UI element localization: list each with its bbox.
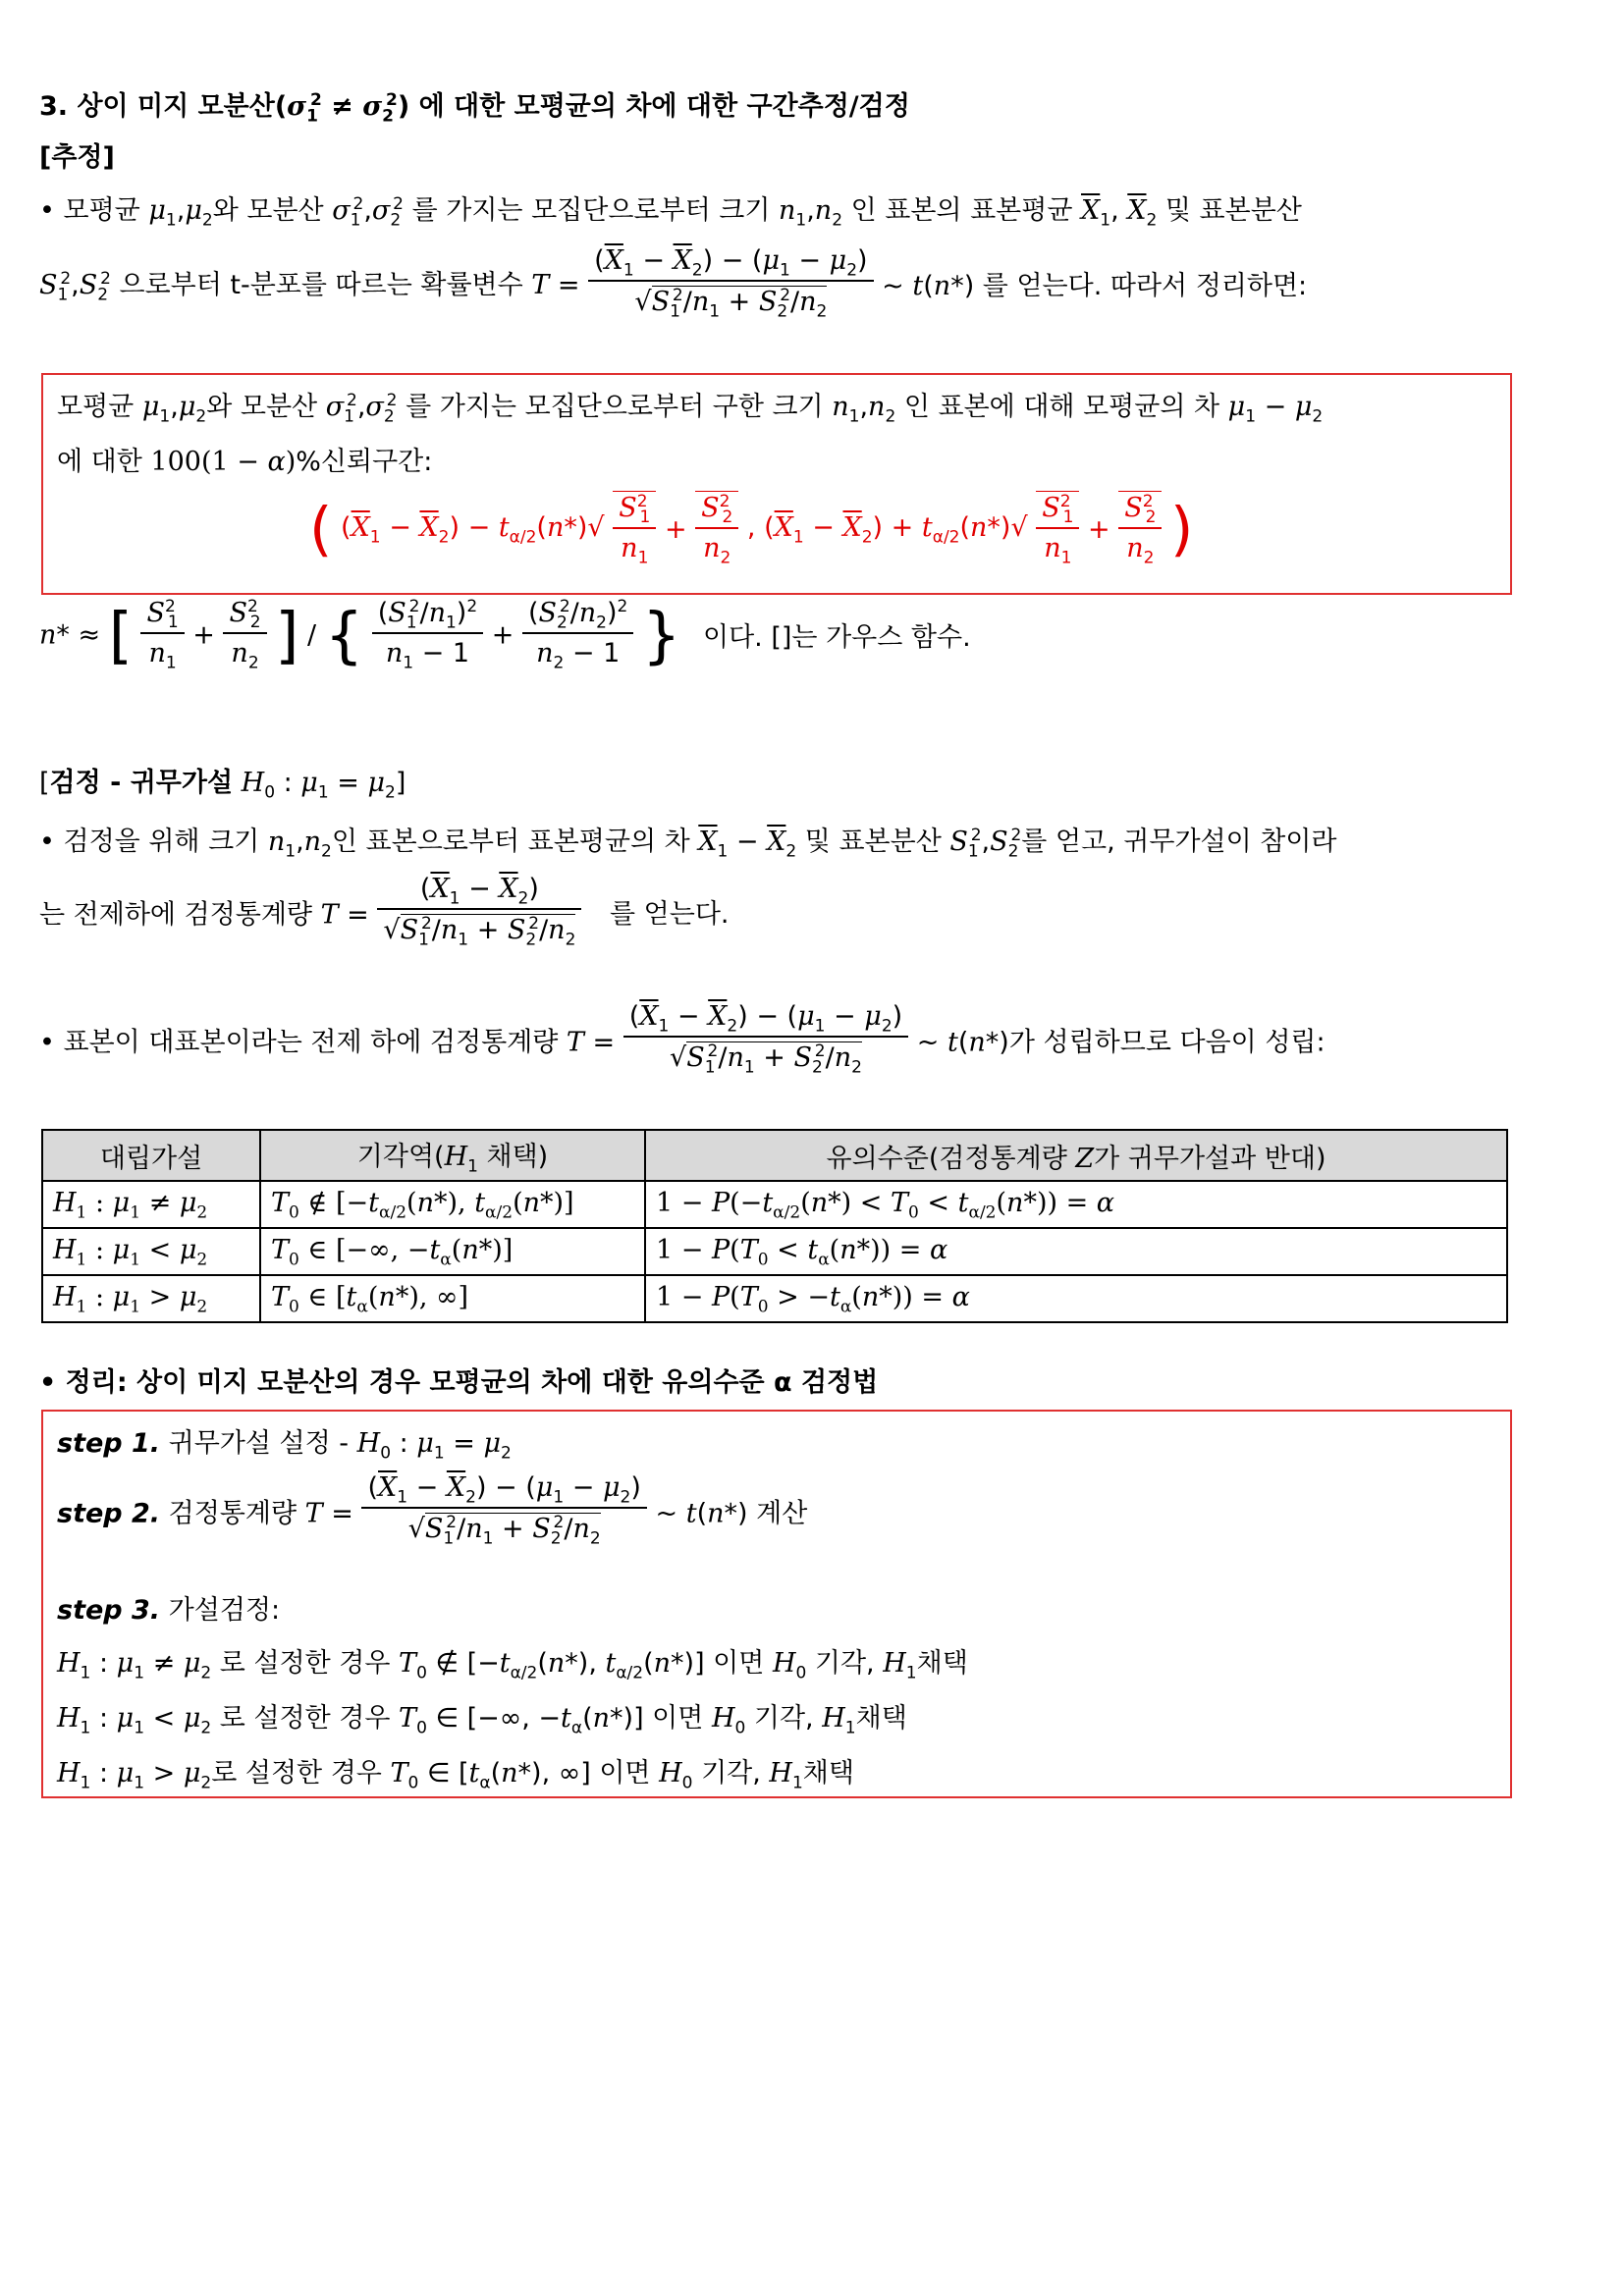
step3-case-3: $H_1$ : $\mu_1 > \mu_2$로 설정한 경우 $T_0$ ∈ [$t_\alpha(n*)$, ∞] 이면 $H_0$ 기각, $H_1$채택 — [57, 1758, 854, 1793]
test-paragraph-2: • 표본이 대표본이라는 전제 하에 검정통계량 T = $\frac{(\overline{X}_1 - \overline{X}_2) - (\mu_1 - \mu_2)}{√S_1^2/n_1 + S_2^2/n_2}$ ~ t(n*)가 성립하므로 다음이 성립: — [39, 1001, 1325, 1078]
table-header-significance: 유의수준(검정통계량 Z가 귀무가설과 반대) — [645, 1130, 1507, 1181]
summary-title: • 정리: 상이 미지 모분산의 경우 모평균의 차에 대한 유의수준 α 검정법 — [39, 1367, 879, 1398]
table-header-rejection: 기각역($H_1$ 채택) — [260, 1130, 645, 1181]
n-star-formula: n* ≈ [ $\frac{S^2_1}{n_1}$ + $\frac{S^2_2}{n_2}$ ] / { $\frac{(S_1^2/n_1)^2}{n_1 - 1}$ + $\frac{(S_2^2/n_2)^2}{n_2 - 1}$ } 이다. []는 가우스 함수. — [39, 597, 971, 673]
t-statistic-fraction: $\frac{(\overline{X}_1 - \overline{X}_2) - (\mu_1 - \mu_2)}{√S_1^2/n_1 + S_2^2/n_2}$ — [588, 245, 873, 322]
step3-case-2: $H_1$ : $\mu_1 < \mu_2$ 로 설정한 경우 $T_0$ ∈ [−∞, $-t_\alpha(n*)$] 이면 $H_0$ 기각, $H_1$채택 — [57, 1703, 907, 1738]
table-header-alt: 대립가설 — [42, 1130, 260, 1181]
table-row — [42, 1275, 1507, 1322]
table-cell: $1 - P(-t_{\alpha/2}(n*) < T_0 < t_{\alpha/2}(n*)) = \alpha$ — [645, 1181, 1507, 1228]
table-row — [42, 1181, 1507, 1228]
estimation-paragraph-line1: • 모평균 $\mu_1,\mu_2$와 모분산 $\sigma_1^2,\sigma_2^2$ 를 가지는 모집단으로부터 크기 $n_1,n_2$ 인 표본의 표본평균 $\overline{X}_1$, $\overline{X}_2$ 및 표본분산 — [39, 194, 1302, 231]
test-paragraph-line2: 는 전제하에 검정통계량 T = $\frac{(\overline{X}_1 - \overline{X}_2)}{√S_1^2/n_1 + S_2^2/n_2}$ 를 얻는다. — [39, 874, 730, 950]
test-paragraph-line1: • 검정을 위해 크기 $n_1,n_2$인 표본으로부터 표본평균의 차 $\overline{X}_1 - \overline{X}_2$ 및 표본분산 $S_1^2,S_2^2$를 얻고, 귀무가설이 참이라 — [39, 826, 1337, 862]
ci-box-line1: 모평균 $\mu_1,\mu_2$와 모분산 $\sigma_1^2,\sigma_2^2$ 를 가지는 모집단으로부터 구한 크기 $n_1,n_2$ 인 표본에 대해 모평균의 차 $\mu_1 - \mu_2$ — [57, 391, 1324, 427]
table-row — [42, 1228, 1507, 1275]
table-cell: $H_1$ : $\mu_1 \ne \mu_2$ — [42, 1181, 260, 1228]
table-cell: $T_0$ ∈ [$t_\alpha(n*)$, ∞] — [260, 1275, 645, 1322]
estimation-header: [추정] — [39, 142, 115, 173]
section-title: 3. 상이 미지 모분산$(\sigma_1^2 \ne \sigma_2^2)$ 에 대한 모평균의 차에 대한 구간추정/검정 — [39, 90, 910, 127]
ci-box-line2: 에 대한 100(1 − α)%신뢰구간: — [57, 447, 433, 477]
table-cell: $T_0$ ∈ [−∞, $-t_\alpha(n*)$] — [260, 1228, 645, 1275]
confidence-interval-formula: ( $(\overline{X}_1 - \overline{X}_2) - t_{\alpha/2}(n*)√$ $\frac{S^2_1}{n_1}$ + $\frac{S^2_2}{n_2}$ , $(\overline{X}_1 - \overline{X}_2) + t_{\alpha/2}(n*)√$ $\frac{S^2_1}{n_1}$ + $\frac{S^2_2}{n_2}$ ) — [309, 492, 1194, 568]
step2: step 2. 검정통계량 T = $\frac{(\overline{X}_1 - \overline{X}_2) - (\mu_1 - \mu_2)}{√S_1^2/n_1 + S_2^2/n_2}$ ~ t(n*) 계산 — [57, 1472, 808, 1549]
step1: step 1. 귀무가설 설정 - $H_0$ : $\mu_1 = \mu_2$ — [57, 1428, 512, 1464]
hypothesis-table — [41, 1129, 1508, 1323]
table-cell: $H_1$ : $\mu_1 < \mu_2$ — [42, 1228, 260, 1275]
table-cell: $1 - P(T_0 > -t_\alpha(n*)) = \alpha$ — [645, 1275, 1507, 1322]
step3-case-1: $H_1$ : $\mu_1 \ne \mu_2$ 로 설정한 경우 $T_0$ ∉ [$-t_{\alpha/2}(n*)$, $t_{\alpha/2}(n*)$] 이면 $H_0$ 기각, $H_1$채택 — [57, 1648, 968, 1683]
estimation-paragraph-line2: $S_1^2,S_2^2$ 으로부터 t-분포를 따르는 확률변수 T = $\frac{(\overline{X}_1 - \overline{X}_2) - (\mu_1 - \mu_2)}{√S_1^2/n_1 + S_2^2/n_2}$ ~ t(n*) 를 얻는다. 따라서 정리하면: — [39, 245, 1308, 322]
step3: step 3. 가설검정: — [57, 1595, 281, 1626]
table-cell: $1 - P(T_0 < t_\alpha(n*)) = \alpha$ — [645, 1228, 1507, 1275]
table-cell: $T_0$ ∉ [$-t_{\alpha/2}(n*)$, $t_{\alpha/2}(n*)$] — [260, 1181, 645, 1228]
table-header-row — [42, 1130, 1507, 1181]
table-cell: $H_1$ : $\mu_1 > \mu_2$ — [42, 1275, 260, 1322]
test-header: [검정 - 귀무가설 $H_0$ : $\mu_1 = \mu_2$] — [39, 768, 406, 803]
